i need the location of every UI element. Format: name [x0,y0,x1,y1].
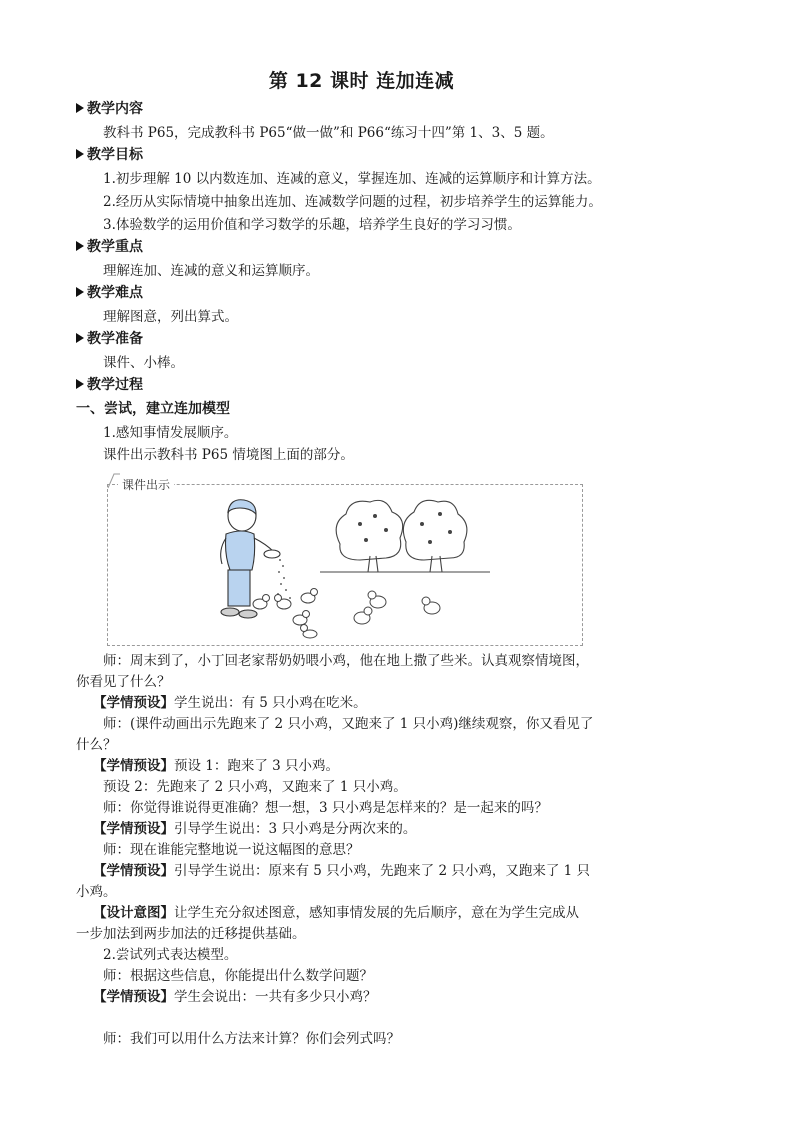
prep-text: 课件、小棒。 [103,355,184,371]
key-text: 理解连加、连减的意义和运算顺序。 [103,263,319,279]
chick-group-1 [253,589,318,639]
tag-xueqing: 【学情预设】 [93,863,174,879]
triangle-bullet-icon [76,103,84,113]
step-1: 1.感知事情发展顺序。 [103,425,238,441]
paragraph-9a: 【学情预设】引导学生说出：原来有 5 只小鸡，先跑来了 2 只小鸡，又跑来了 1 只 [93,863,591,879]
triangle-bullet-icon [76,333,84,343]
triangle-bullet-icon [76,241,84,251]
paragraph-8: 师：现在谁能完整地说一说这幅图的意思？ [103,842,360,858]
chick-group-2 [354,591,440,624]
paragraph-6: 师：你觉得谁说得更准确？想一想，3 只小鸡是怎样来的？是一起来的吗？ [103,800,548,816]
paragraph-5: 预设 2：先跑来了 2 只小鸡，又跑来了 1 只小鸡。 [103,779,407,795]
boy-figure [221,500,280,618]
figure-label: 课件出示 [118,476,174,493]
tag-xueqing: 【学情预设】 [93,821,174,837]
paragraph-3b: 什么？ [76,737,117,753]
paragraph-3a: 师：(课件动画出示先跑来了 2 只小鸡，又跑来了 1 只小鸡)继续观察，你又看见了 [103,716,594,732]
triangle-bullet-icon [76,149,84,159]
scene-illustration [200,494,580,640]
paragraph-9b: 小鸡。 [76,884,117,900]
rice-dots [277,559,291,599]
paragraph-4: 【学情预设】预设 1：跑来了 3 只小鸡。 [93,758,340,774]
section-heading-content: 教学内容 [76,100,143,118]
tag-xueqing: 【学情预设】 [93,758,174,774]
triangle-bullet-icon [76,379,84,389]
content-text: 教科书 P65，完成教科书 P65“做一做”和 P66“练习十四”第 1、3、5 题。 [103,125,554,141]
part1-heading: 一、尝试，建立连加模型 [76,401,230,417]
paragraph-1a: 师：周末到了，小丁回老家帮奶奶喂小鸡，他在地上撒了些米。认真观察情境图， [103,653,589,669]
section-heading-key: 教学重点 [76,238,143,256]
paragraph-14: 师：我们可以用什么方法来计算？你们会列式吗？ [103,1031,400,1047]
goal-2: 2.经历从实际情境中抽象出连加、连减数学问题的过程，初步培养学生的运算能力。 [103,194,602,210]
goal-1: 1.初步理解 10 以内数连加、连减的意义，掌握连加、连减的运算顺序和计算方法。 [103,171,601,187]
goal-3: 3.体验数学的运用价值和学习数学的乐趣，培养学生良好的学习习惯。 [103,217,521,233]
tag-xueqing: 【学情预设】 [93,695,174,711]
paragraph-12: 师：根据这些信息，你能提出什么数学问题？ [103,968,373,984]
tag-sheji: 【设计意图】 [93,905,174,921]
tree-group [320,500,490,572]
section-heading-difficulty: 教学难点 [76,284,143,302]
section-heading-prep: 教学准备 [76,330,143,348]
paragraph-1b: 你看见了什么？ [76,674,171,690]
paragraph-2: 【学情预设】学生说出：有 5 只小鸡在吃米。 [93,695,367,711]
section-heading-process: 教学过程 [76,376,143,394]
tag-xueqing: 【学情预设】 [93,989,174,1005]
triangle-bullet-icon [76,287,84,297]
paragraph-10b: 一步加法到两步加法的迁移提供基础。 [76,926,306,942]
difficulty-text: 理解图意，列出算式。 [103,309,238,325]
paragraph-13: 【学情预设】学生会说出：一共有多少只小鸡？ [93,989,377,1005]
paragraph-11: 2.尝试列式表达模型。 [103,947,238,963]
section-heading-goals: 教学目标 [76,146,143,164]
paragraph-7: 【学情预设】引导学生说出：3 只小鸡是分两次来的。 [93,821,417,837]
page-title: 第 12 课时 连加连减 [268,70,455,92]
step-1-text: 课件出示教科书 P65 情境图上面的部分。 [103,447,354,463]
paragraph-10a: 【设计意图】让学生充分叙述图意，感知事情发展的先后顺序，意在为学生完成从 [93,905,579,921]
